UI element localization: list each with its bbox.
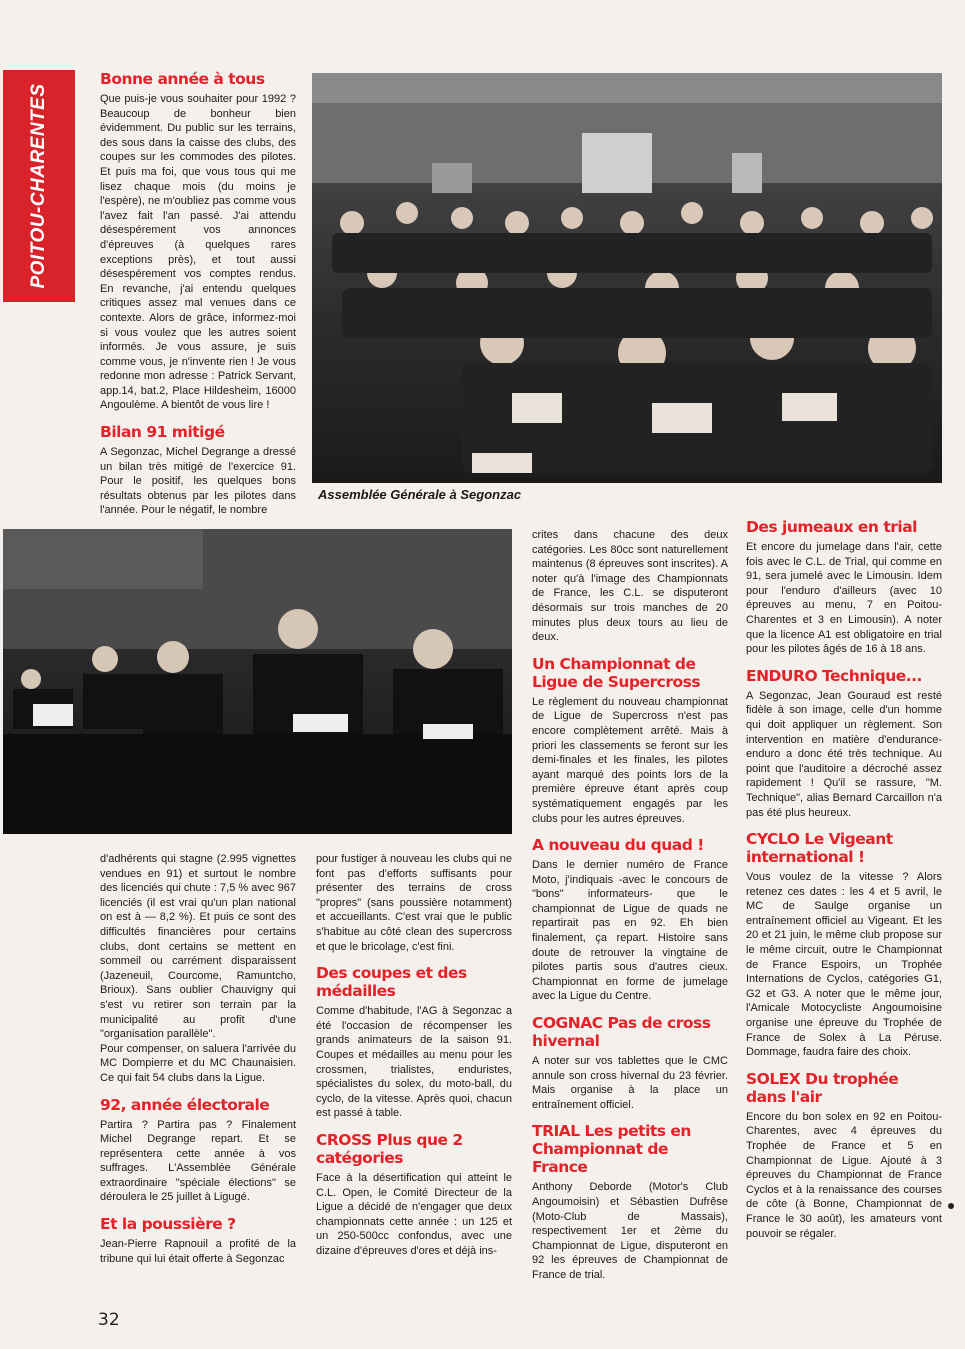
paragraph-adherents: d'adhérents qui stagne (2.995 vignettes vendues en 91) et surtout le nombre des licenciés qui chute : 7,5 % avec 967 licenciés (il est vrai qu'un plan national on est à — 8,2 %). Et puis ce sont des difficultés financières pour certains clubs, dont certains se mettent en sommeil ou carrément disparaissent (Jazeneuil, Courcome, Ramuntcho, Brioux). Sans oublier Chauvigny qui s'est vu retirer son terrain par la municipalité au profit d'une "organisation parallèle".	[100, 853, 296, 1041]
heading-coupes-medailles: Des coupes et des médailles	[316, 964, 467, 1001]
photo-caption: Assemblée Générale à Segonzac	[318, 487, 522, 502]
paragraph-solex: Encore du bon solex en 92 en Poitou-Charentes, avec 4 épreuves du Trophée de France et 5 en Championnat de Ligue. Ajouté à 3 épreuves du Championnat de France Cyclos et à la renaissance des courses de côte (à Bonne, Championnat de France le 30 août), les amateurs vont pouvoir se régaler.	[746, 1110, 942, 1240]
heading-poussiere: Et la poussière ?	[100, 1215, 236, 1234]
page-number: 32	[98, 1310, 120, 1330]
audience-photo-illustration	[312, 73, 942, 483]
paragraph-trial-petits: Anthony Deborde (Motor's Club Angoumoisin) et Sébastien Dufrêse (Moto-Club de Massais), respectivement 1er et 2ème du Championnat de Ligue, disputeront en 92 les épreuves de Championnat de France de trial.	[532, 1181, 728, 1281]
paragraph-cross-categories: Face à la désertification qui atteint le C.L. Open, le Comité Directeur de la Ligue a décidé de n'engager que deux championnats cette année : un 125 et un 250-500cc confondus, avec une dizaine d'épreuves d'ores et déjà ins-	[316, 1171, 512, 1257]
paragraph-enduro: A Segonzac, Jean Gouraud est resté fidèle à son image, celle d'un homme qui doit appliquer un règlement. Son intervention en matière d'endurance-enduro a donc été très technique. Au point que l'auditoire a décroché assez rapidement ! Qu'il se rassure, "M. Technique", alias Bernard Carcaillon n'a pas été plus heureux.	[746, 689, 942, 819]
heading-cognac: COGNAC Pas de cross hivernal	[532, 1014, 711, 1051]
paragraph-jumeaux-trial: Et encore du jumelage dans l'air, cette fois avec le C.L. de Trial, qui comme en 91, sera jumelé avec le Limousin. Idem pour l'enduro d'ailleurs (avec 10 épreuves au menu, 7 en Poitou-Charentes et 3 en Limousin). A noter que la licence A1 est obligatoire en trial pour les pilotes âgés de 16 à 18 ans.	[746, 541, 942, 656]
heading-bonne-annee: Bonne année à tous	[100, 70, 265, 88]
panel-photo-illustration	[3, 529, 512, 834]
paragraph-quad: Dans le dernier numéro de France Moto, j'indiquais -avec le concours de "bons" informateurs- que le championnat de Ligue de quads ne repartirait pas en 92. Eh bien finalement, ça repart. Histoire sans doute de retrouver la vingtaine de pilotes partis sous d'autres cieux. Championnat en forme de jumelage avec la Ligue du Centre.	[532, 859, 728, 1003]
paragraph-compenser: Pour compenser, on saluera l'arrivée du MC Dompierre et du MC Chaunaisien. Ce qui fait 54 clubs dans la Ligue.	[100, 1042, 296, 1084]
bullet-dot	[948, 1203, 954, 1209]
region-tab-label: POITOU-CHARENTES	[28, 83, 49, 289]
heading-cyclo: CYCLO Le Vigeant international !	[746, 830, 893, 867]
assembly-audience-photo	[312, 73, 942, 483]
paragraph-coupes-medailles: Comme d'habitude, l'AG à Segonzac a été l'occasion de récompenser les grands animateurs de la saison 91. Coupes et médailles au menu pour les crossmen, trialistes, enduristes, spécialistes du solex, du moto-ball, du cyclo, de la vitesse. Après quoi, chacun est passé à table.	[316, 1005, 512, 1120]
assembly-panel-photo	[3, 529, 512, 834]
paragraph-annee-electorale: Partira ? Partira pas ? Finalement Michel Degrange repart. Et se représentera cette année à vos suffrages. L'Assemblée Générale extraordinaire "spéciale élections" se déroulera le 25 juillet à Ligugé.	[100, 1118, 296, 1204]
paragraph-fustiger: pour fustiger à nouveau les clubs qui ne font pas d'efforts suffisants pour présenter des terrains de cross "propres" (sans poussière notamment) et accueillants. C'est vrai que le public s'habitue au côté clean des supercross et que le bricolage, c'est fini.	[316, 853, 512, 953]
heading-solex: SOLEX Du trophée dans l'air	[746, 1069, 899, 1106]
paragraph-poussiere: Jean-Pierre Rapnouil a profité de la tribune qui lui était offerte à Segonzac	[100, 1238, 296, 1265]
column-1	[100, 70, 296, 518]
paragraph-inscrites: crites dans chacune des deux catégories. Les 80cc sont naturellement maintenus (8 épreuves sont inscrites). A noter qu'à l'image des Championnats de France, les C.L. se disputeront désormais sur trois manches de 20 minutes plus deux tours au lieu de deux.	[532, 529, 728, 644]
heading-supercross: Un Championnat de Ligue de Supercross	[532, 654, 701, 691]
heading-trial-petits: TRIAL Les petits en Championnat de France	[532, 1122, 691, 1177]
heading-jumeaux-trial: Des jumeaux en trial	[746, 518, 917, 536]
heading-quad: A nouveau du quad !	[532, 836, 704, 855]
heading-bilan-91: Bilan 91 mitigé	[100, 423, 225, 442]
column-4	[532, 528, 728, 1283]
paragraph-bilan-91: A Segonzac, Michel Degrange a dressé un bilan très mitigé de l'exercice 91. Pour le positif, les quelques bons résultats obtenus par les pilotes dans l'année. Pour le négatif, le nombre	[100, 446, 296, 517]
paragraph-bonne-annee: Que puis-je vous souhaiter pour 1992 ? Beaucoup de bonheur bien évidemment. Du public sur les terrains, des sous dans la caisse des clubs, des coupes sur les commodes des pilotes. Et puis ma foi, que vous tous qui me lisez chaque mois (du moins je l'espère), ne m'oubliez pas comme vous l'avez fait l'an passé. J'ai attendu désespérement vos annonces d'épreuves (à quelques rares exceptions près), et tout aussi désespérement vos comptes rendus. En revanche, j'ai entendu quelques critiques assez mal venues dans ce contexte. Alors de grâce, informez-moi si vous voulez que les autres soient informés. Je vous assure, je suis comme vous, je n'invente rien ! Je vous redonne mon adresse : Patrick Servant, app.14, bat.2, Place Hildesheim, 16000 Angoulème. A bientôt de vous lire !	[100, 93, 296, 412]
heading-cross-categories: CROSS Plus que 2 catégories	[316, 1130, 463, 1167]
paragraph-supercross: Le règlement du nouveau championnat de Ligue de Supercross n'est pas encore complètement arrêté. Mais à priori les classements se feront sur les demi-finales et les finales, les pilotes ayant marqué des points lors de la première épreuve étant après coup systématiquement engagés par les clubs pour les autres épreuves.	[532, 695, 728, 825]
heading-enduro: ENDURO Technique...	[746, 666, 922, 685]
column-2	[100, 852, 296, 1266]
paragraph-cyclo: Vous voulez de la vitesse ? Alors retenez ces dates : les 4 et 5 avril, le MC de Saulge organise un entraînement officiel au Vigeant. Et les 20 et 21 juin, le même club propose sur le même circuit, outre le Championnat de France Espoirs, un Trophée Internations de Cyclos, catégories G1, G2 et G3. A noter que le même jour, l'Amicale Motocycliste Angoumoisine organise une épreuve du Trophée de France de Solex à La Péruse. Dommage, faudra faire des choix.	[746, 871, 942, 1059]
heading-annee-electorale: 92, année électorale	[100, 1095, 270, 1114]
column-5	[746, 518, 942, 1241]
region-tab	[3, 70, 75, 302]
paragraph-cognac: A noter sur vos tablettes que le CMC annule son cross hivernal du 23 février. Mais organise à la place un entraînement officiel.	[532, 1055, 728, 1111]
column-3	[316, 852, 512, 1258]
